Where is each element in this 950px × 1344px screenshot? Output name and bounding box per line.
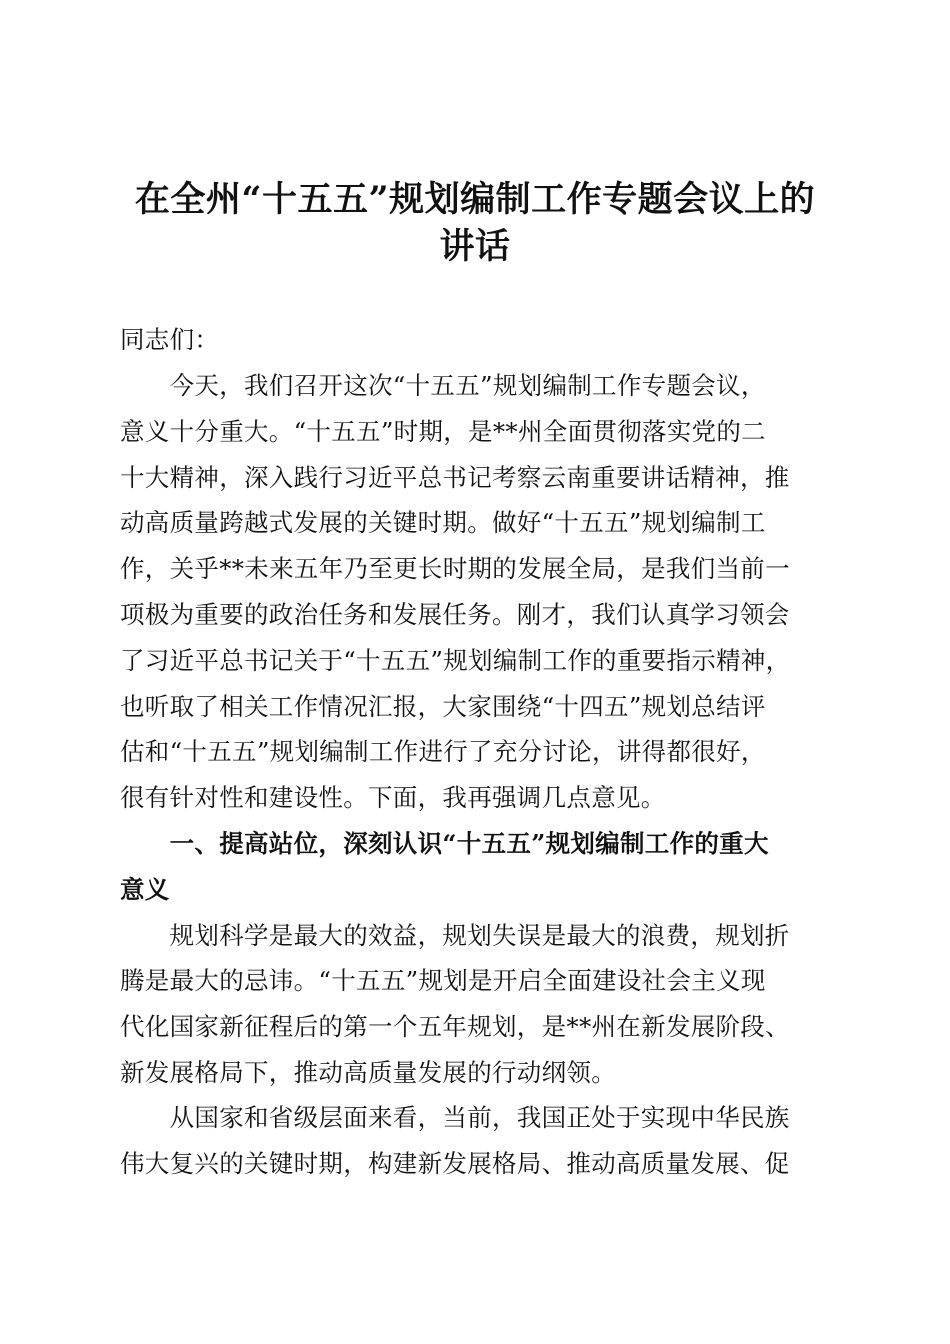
- body-line: 意义十分重大。“十五五”时期，是**州全面贯彻落实党的二: [120, 417, 766, 446]
- body-line: 腾是最大的忌讳。“十五五”规划是开启全面建设社会主义现: [120, 966, 766, 995]
- body-line: 代化国家新征程后的第一个五年规划，是**州在新发展阶段、: [120, 1012, 790, 1041]
- section-heading: 一、提高站位，深刻认识“十五五”规划编制工作的重大: [120, 829, 769, 858]
- document-title-line-1: 在全州“十五五”规划编制工作专题会议上的: [134, 179, 816, 220]
- body-line: 动高质量跨越式发展的关键时期。做好“十五五”规划编制工: [120, 508, 766, 537]
- body-line: 很有针对性和建设性。下面，我再强调几点意见。: [120, 783, 666, 812]
- body-line: 作，关乎**未来五年乃至更长时期的发展全局，是我们当前一: [120, 554, 790, 583]
- body-line: 伟大复兴的关键时期，构建新发展格局、推动高质量发展、促: [120, 1149, 790, 1178]
- body-line: 项极为重要的政治任务和发展任务。刚才，我们认真学习领会: [120, 600, 790, 629]
- salutation: 同志们：: [120, 325, 220, 354]
- body-line: 也听取了相关工作情况汇报，大家围绕“十四五”规划总结评: [120, 692, 766, 721]
- body-line: 估和“十五五”规划编制工作进行了充分讨论，讲得都很好，: [120, 737, 766, 766]
- body-line: 从国家和省级层面来看，当前，我国正处于实现中华民族: [120, 1103, 790, 1132]
- section-heading: 意义: [120, 875, 170, 904]
- body-line: 了习近平总书记关于“十五五”规划编制工作的重要指示精神，: [120, 646, 791, 675]
- body-line: 十大精神，深入践行习近平总书记考察云南重要讲话精神，推: [120, 463, 790, 492]
- body-line: 今天，我们召开这次“十五五”规划编制工作专题会议，: [120, 371, 766, 400]
- body-line: 规划科学是最大的效益，规划失误是最大的浪费，规划折: [120, 921, 790, 950]
- body-line: 新发展格局下，推动高质量发展的行动纲领。: [120, 1058, 616, 1087]
- document-title-line-2: 讲话: [439, 226, 511, 267]
